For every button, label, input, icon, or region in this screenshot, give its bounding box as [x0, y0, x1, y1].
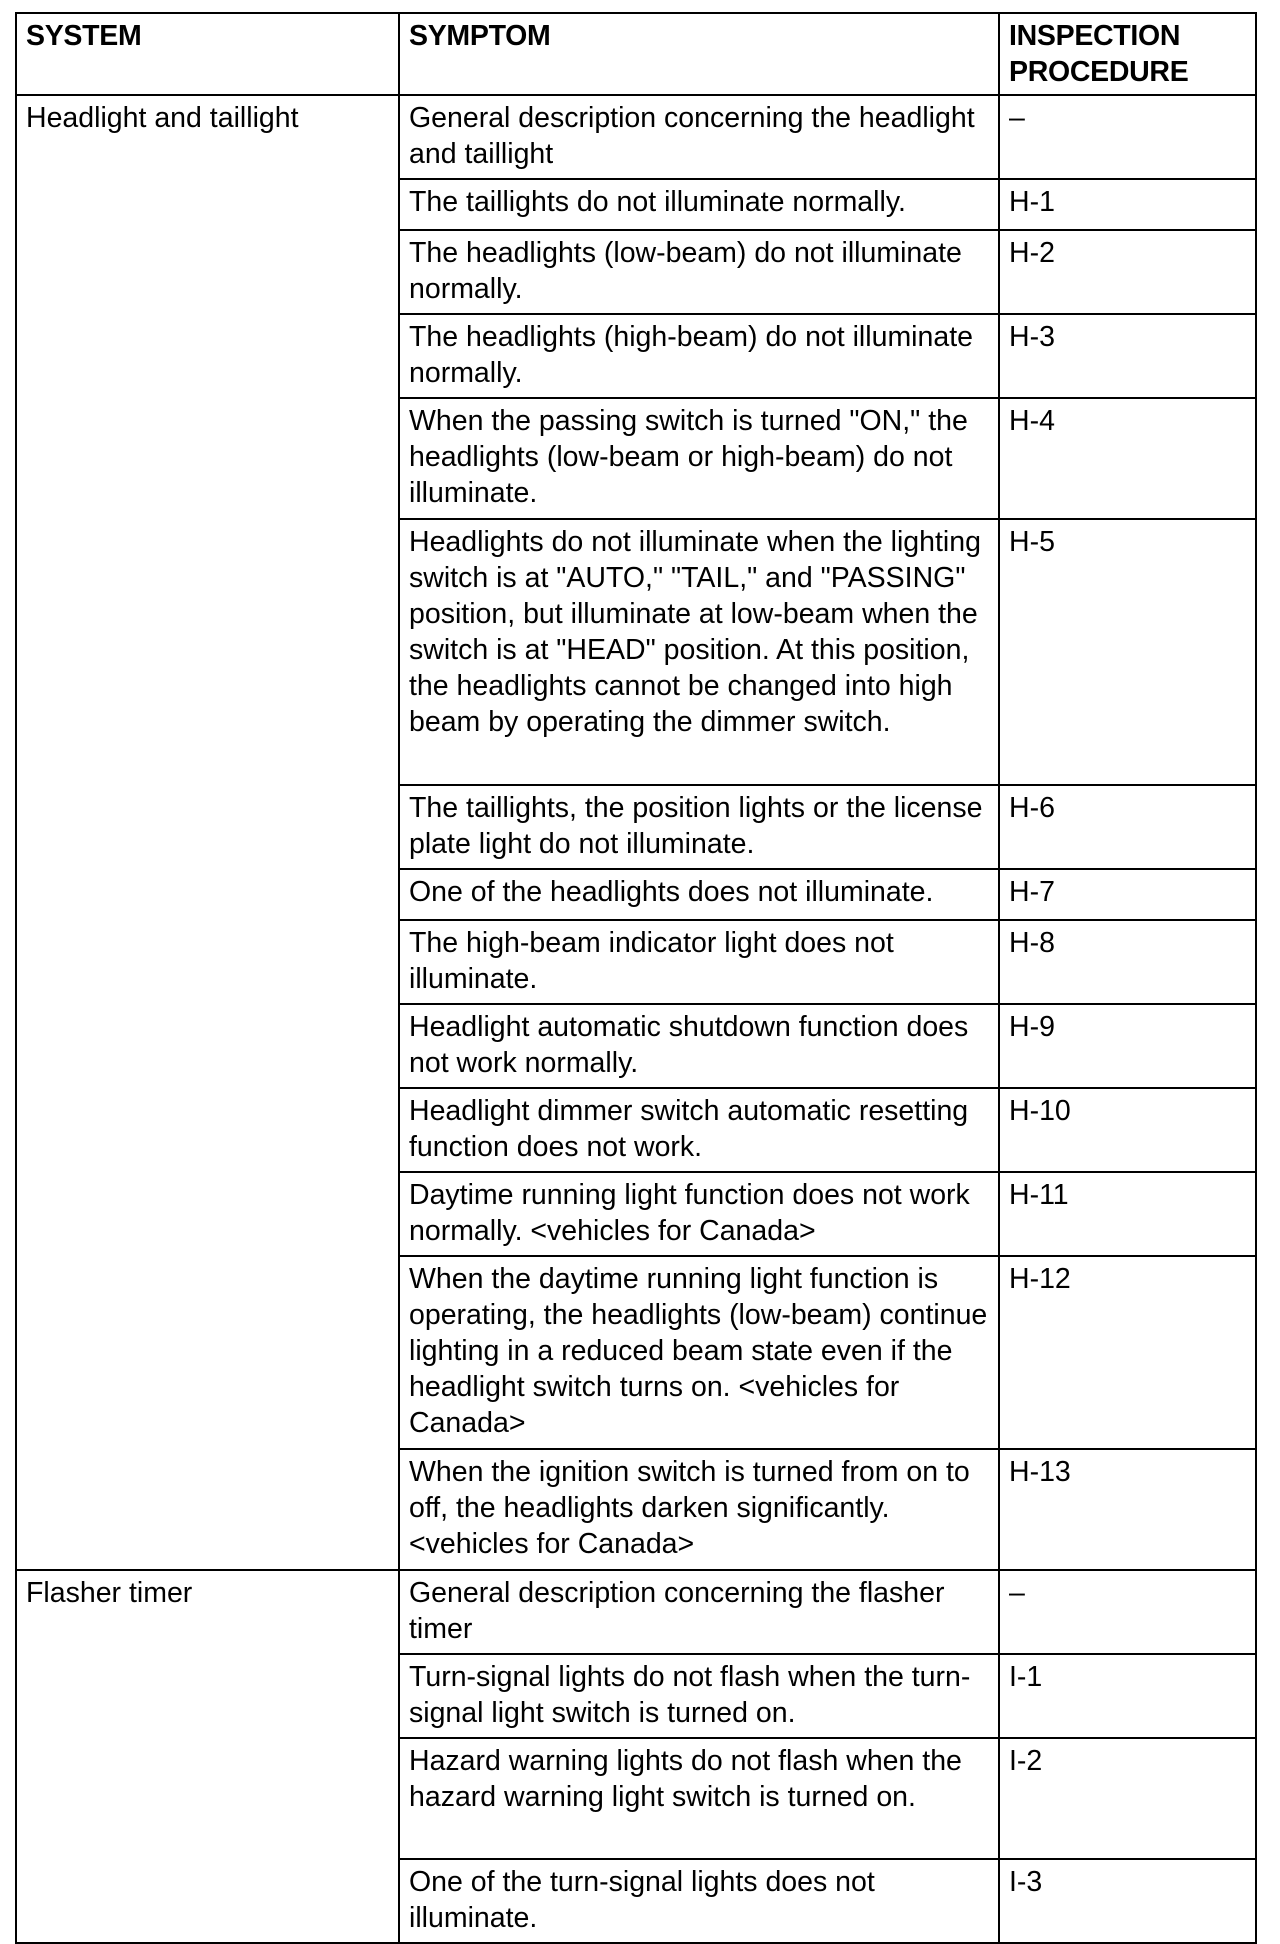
procedure-cell: I-2 [999, 1738, 1256, 1859]
procedure-cell: H-1 [999, 179, 1256, 230]
symptom-cell: The taillights do not illuminate normally. [399, 179, 999, 230]
procedure-cell: H-10 [999, 1088, 1256, 1172]
header-system: SYSTEM [16, 13, 399, 95]
symptom-cell: One of the turn-signal lights does not illuminate. [399, 1859, 999, 1943]
symptom-cell: When the ignition switch is turned from on to off, the headlights darken significantly. <vehicles for Canada> [399, 1449, 999, 1570]
procedure-cell: H-2 [999, 230, 1256, 314]
procedure-cell: H-13 [999, 1449, 1256, 1570]
system-cell-flasher-timer: Flasher timer [16, 1570, 399, 1943]
symptom-cell: When the daytime running light function is operating, the headlights (low-beam) continue lighting in a reduced beam state even if the headlight switch turns on. <vehicles for Canada> [399, 1256, 999, 1449]
symptom-cell: The high-beam indicator light does not illuminate. [399, 920, 999, 1004]
symptom-cell: The headlights (low-beam) do not illuminate normally. [399, 230, 999, 314]
header-inspection-procedure: INSPECTION PROCEDURE [999, 13, 1256, 95]
symptom-cell: Headlight automatic shutdown function does not work normally. [399, 1004, 999, 1088]
procedure-cell: H-12 [999, 1256, 1256, 1449]
procedure-cell: – [999, 95, 1256, 179]
symptom-cell: General description concerning the headlight and taillight [399, 95, 999, 179]
procedure-cell: – [999, 1570, 1256, 1654]
symptom-cell: Daytime running light function does not work normally. <vehicles for Canada> [399, 1172, 999, 1256]
header-symptom: SYMPTOM [399, 13, 999, 95]
procedure-cell: H-7 [999, 869, 1256, 920]
symptom-cell: When the passing switch is turned "ON," the headlights (low-beam or high-beam) do not illuminate. [399, 398, 999, 519]
table-row [16, 1570, 1256, 1654]
symptom-cell: Headlight dimmer switch automatic resetting function does not work. [399, 1088, 999, 1172]
procedure-cell: H-4 [999, 398, 1256, 519]
symptom-cell: Turn-signal lights do not flash when the turn-signal light switch is turned on. [399, 1654, 999, 1738]
procedure-cell: H-6 [999, 785, 1256, 869]
symptom-cell: The headlights (high-beam) do not illuminate normally. [399, 314, 999, 398]
symptom-cell: Hazard warning lights do not flash when the hazard warning light switch is turned on. [399, 1738, 999, 1859]
symptom-cell: The taillights, the position lights or the license plate light do not illuminate. [399, 785, 999, 869]
symptom-cell: One of the headlights does not illuminate. [399, 869, 999, 920]
symptom-cell: Headlights do not illuminate when the lighting switch is at "AUTO," "TAIL," and "PASSING" position, but illuminate at low-beam when the switch is at "HEAD" position. At this position, the headlights cannot be changed into high beam by operating the dimmer switch. [399, 519, 999, 785]
symptom-table [15, 12, 1257, 1944]
procedure-cell: H-5 [999, 519, 1256, 785]
symptom-cell: General description concerning the flasher timer [399, 1570, 999, 1654]
procedure-cell: H-3 [999, 314, 1256, 398]
table-row [16, 95, 1256, 179]
procedure-cell: H-8 [999, 920, 1256, 1004]
procedure-cell: I-3 [999, 1859, 1256, 1943]
system-cell-headlight-taillight: Headlight and taillight [16, 95, 399, 1570]
procedure-cell: H-9 [999, 1004, 1256, 1088]
procedure-cell: H-11 [999, 1172, 1256, 1256]
header-row [16, 13, 1256, 95]
procedure-cell: I-1 [999, 1654, 1256, 1738]
